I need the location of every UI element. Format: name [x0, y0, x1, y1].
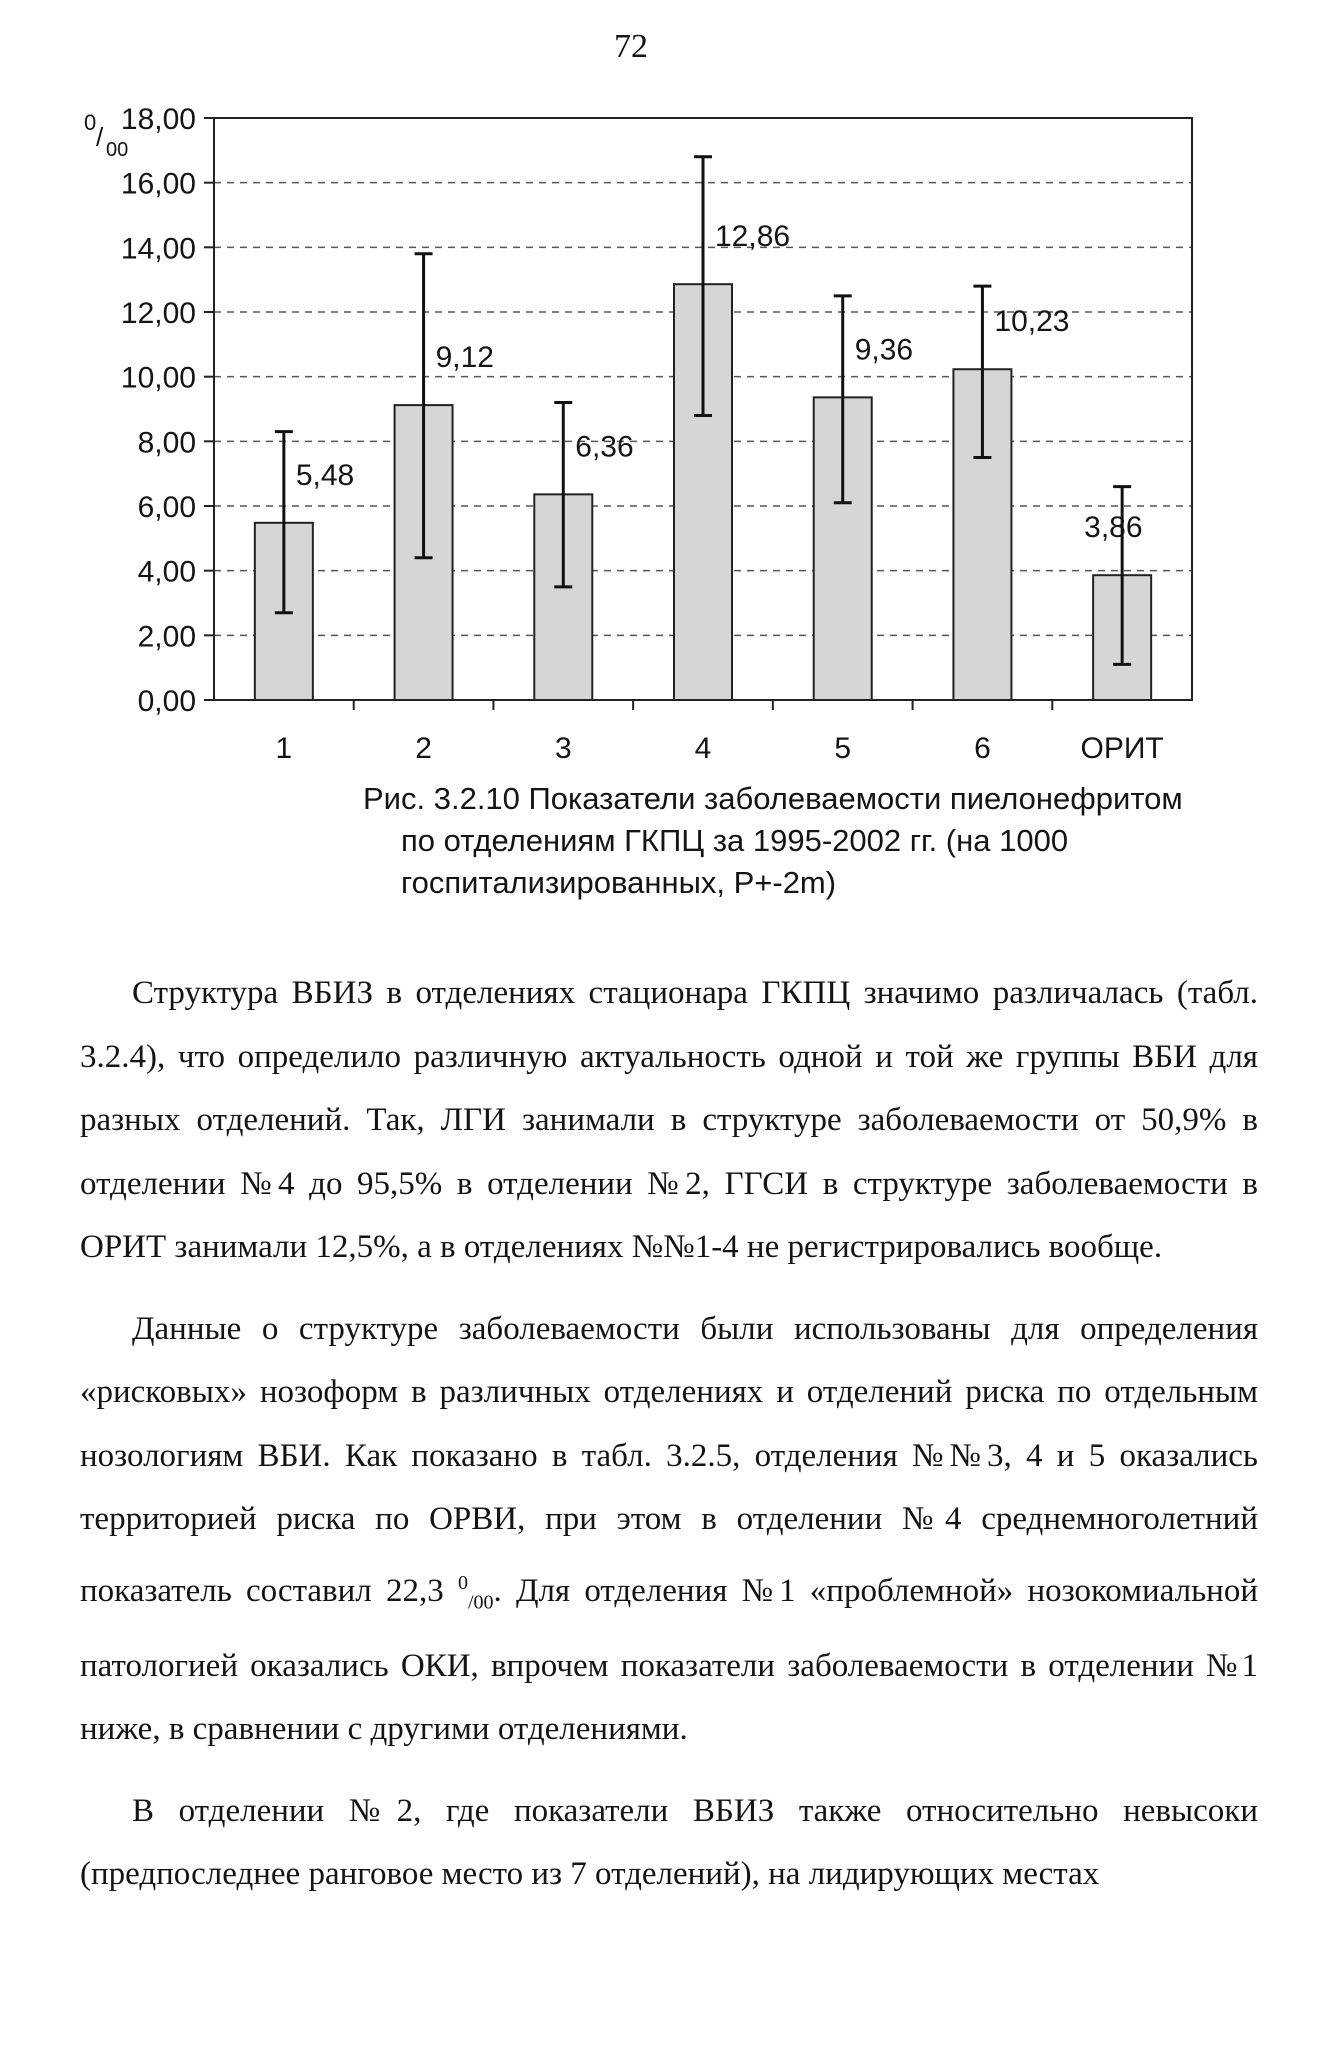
- y-tick-label: 18,00: [120, 103, 196, 136]
- paragraph-1: Структура ВБИЗ в отделениях стационара ГКПЦ значимо различалась (табл. 3.2.4), что определило различную актуальность одной и той же группы ВБИ для разных отделений. Так, ЛГИ занимали в структуре заболеваемости от 50,9% в отделении №4 до 95,5% в отделении №2, ГГСИ в структуре заболеваемости в ОРИТ занимали 12,5%, а в отделениях №№1-4 не регистрировались вообще.: [80, 975, 1258, 1265]
- y-tick-label: 8,00: [137, 426, 196, 460]
- x-tick-label: 5: [834, 732, 852, 765]
- per-mille-sub: /00: [467, 1591, 494, 1614]
- data-label: 9,12: [435, 341, 494, 375]
- data-label: 3,86: [1084, 511, 1143, 545]
- y-tick-label: 0,00: [137, 685, 196, 718]
- data-label: 10,23: [994, 305, 1070, 339]
- chart-axes: [84, 103, 1192, 765]
- paragraph-2-part-a: Данные о структуре заболеваемости были использованы для определения «рисковых» нозоформ в различных отделениях и отделений риска по отдельным нозологиям ВБИ. Как показано в табл. 3.2.5, отделения №№3, 4 и 5 оказались территорией риска по ОРВИ, при этом в отделении №4 среднемноголетний показатель составил 22,3: [80, 1310, 1258, 1609]
- body-text: [80, 962, 1258, 1925]
- caption-line-3: госпитализированных, Р+-2m): [401, 865, 837, 900]
- x-tick-label: 3: [554, 732, 572, 765]
- y-tick-label: 4,00: [137, 555, 196, 589]
- x-tick-label: 4: [694, 732, 712, 765]
- data-label: 12,86: [715, 220, 791, 254]
- paragraph-2-part-b: . Для отделения №1 «проблемной» нозокомиальной патологией оказались ОКИ, впрочем показатели заболеваемости в отделении №1 ниже, в сравнении с другими отделениями.: [80, 1572, 1258, 1748]
- y-tick-label: 12,00: [120, 297, 196, 330]
- x-tick-label: 6: [974, 732, 991, 765]
- y-unit-label-slash: /: [96, 122, 104, 152]
- per-mille-sup: 0: [457, 1571, 468, 1594]
- x-tick-label: 2: [415, 732, 432, 765]
- paragraph-3: В отделении №2, где показатели ВБИЗ также относительно невысоки (предпоследнее ранговое место из 7 отделений), на лидирующих местах: [80, 1792, 1258, 1893]
- y-unit-label-sup: 0: [84, 110, 97, 135]
- y-tick-label: 14,00: [120, 232, 196, 266]
- data-label: 9,36: [854, 333, 914, 367]
- caption-line-2: по отделениям ГКПЦ за 1995-2002 гг. (на 1000: [401, 823, 1069, 858]
- data-label: 5,48: [295, 458, 355, 492]
- page-number: 72: [614, 28, 648, 65]
- paragraph-2: [80, 1298, 1258, 1762]
- y-tick-label: 2,00: [137, 620, 196, 654]
- caption-line-1: Рис. 3.2.10 Показатели заболеваемости пиелонефритом: [363, 781, 1183, 816]
- bar-chart: [0, 0, 1318, 770]
- x-tick-label: ОРИТ: [1080, 732, 1164, 765]
- y-tick-label: 16,00: [120, 167, 196, 201]
- x-tick-label: 1: [275, 732, 293, 765]
- y-tick-label: 6,00: [137, 491, 196, 524]
- data-label: 6,36: [575, 430, 634, 464]
- y-unit-label-sub: 00: [106, 139, 129, 161]
- y-tick-label: 10,00: [120, 361, 196, 395]
